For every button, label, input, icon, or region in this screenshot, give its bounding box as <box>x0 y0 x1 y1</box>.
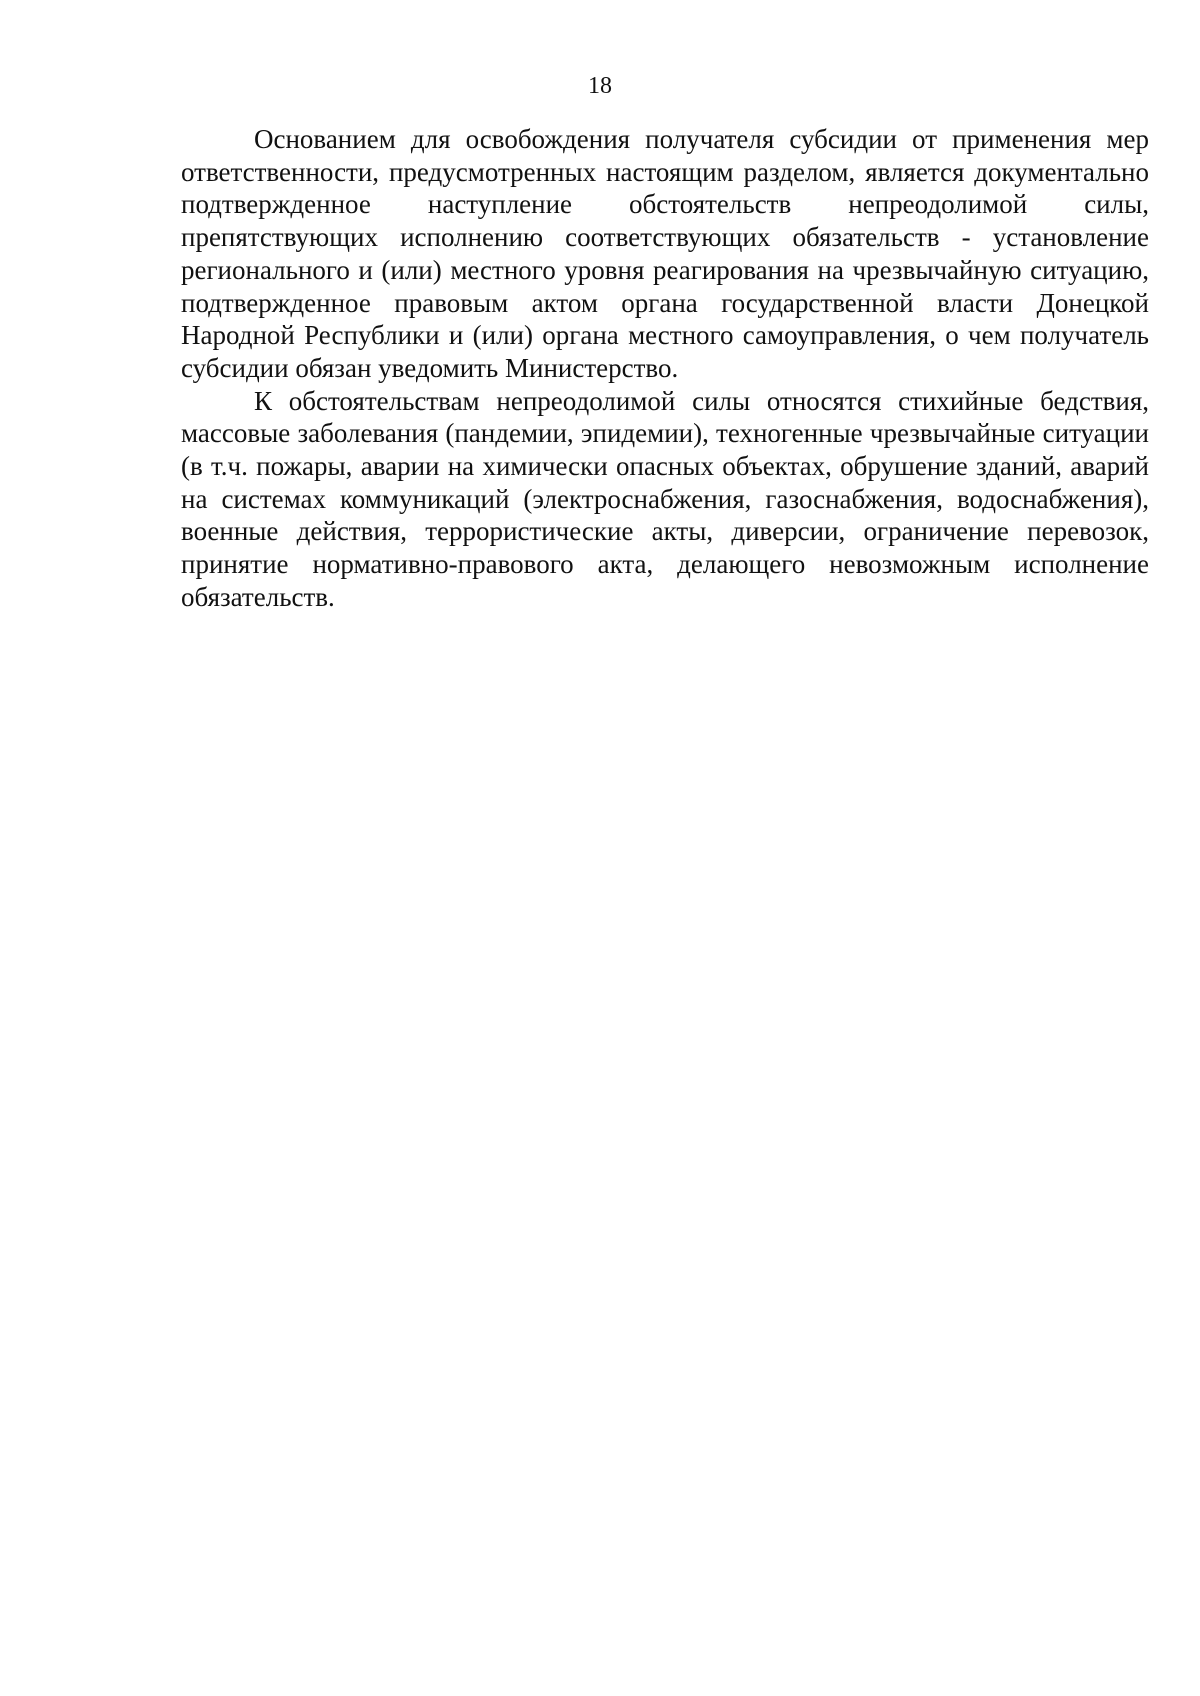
paragraph-force-majeure-exemption: Основанием для освобождения получателя субсидии от применения мер ответственности, предусмотренных настоящим разделом, является документально подтвержденное наступление обстоятельств непреодолимой силы, препятствующих исполнению соответствующих обязательств - установление регионального и (или) местного уровня реагирования на чрезвычайную ситуацию, подтвержденное правовым актом органа государственной власти Донецкой Народной Республики и (или) органа местного самоуправления, о чем получатель субсидии обязан уведомить Министерство. <box>181 124 1149 383</box>
page-number: 18 <box>588 73 612 99</box>
document-body <box>181 123 1149 614</box>
paragraph-force-majeure-list: К обстоятельствам непреодолимой силы относятся стихийные бедствия, массовые заболевания (пандемии, эпидемии), техногенные чрезвычайные ситуации (в т.ч. пожары, аварии на химически опасных объектах, обрушение зданий, аварий на системах коммуникаций (электроснабжения, газоснабжения, водоснабжения), военные действия, террористические акты, диверсии, ограничение перевозок, принятие нормативно-правового акта, делающего невозможным исполнение обязательств. <box>181 385 1149 612</box>
